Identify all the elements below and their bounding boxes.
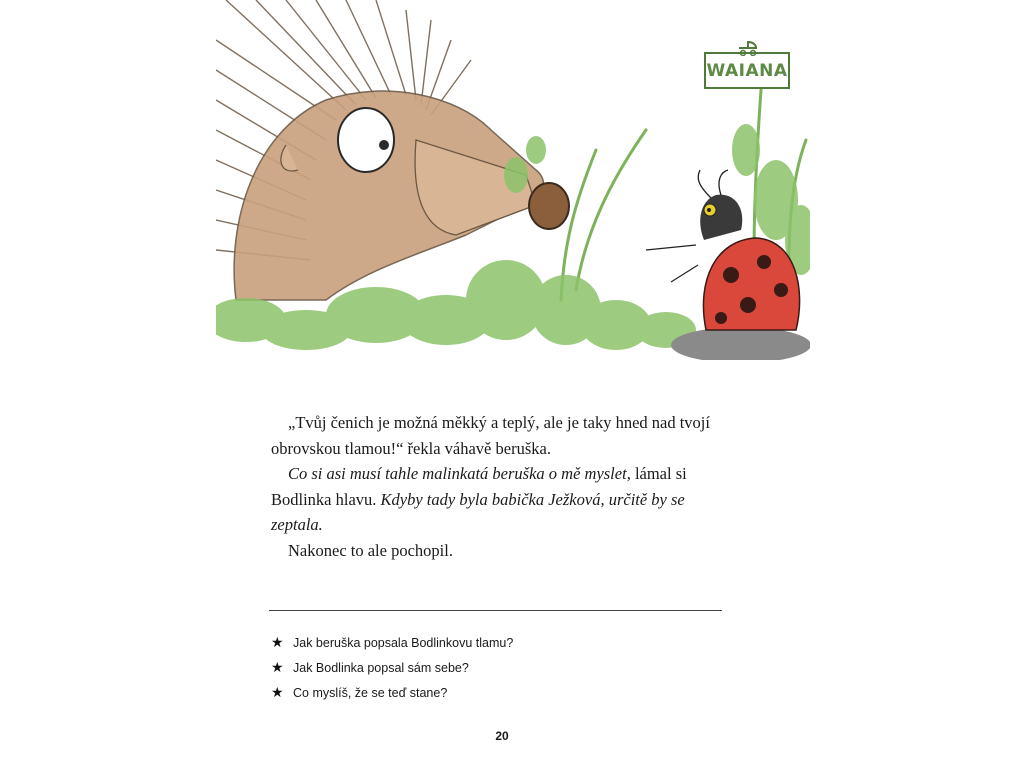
logo-text: WAIANA [706,60,788,81]
separator-line [269,610,722,611]
hedgehog-nose [529,183,569,229]
question-text: Jak Bodlinka popsal sám sebe? [293,660,469,675]
story-text [271,410,723,563]
paragraph-2-italic-2: Kdyby tady byla babička Ježková, určitě by se zeptala. [271,489,685,534]
page-number: 20 [495,729,509,743]
question-item [271,630,723,655]
question-text: Co myslíš, že se teď stane? [293,685,448,700]
hedgehog-eye [338,108,394,172]
question-item [271,655,723,680]
paragraph-1: „Tvůj čenich je možná měkký a teplý, ale je taky hned nad tvojí obrovskou tlamou!“ řekla váhavě beruška. [271,413,710,458]
question-list [271,630,723,705]
question-item [271,680,723,705]
stroller-icon [736,40,760,56]
paragraph-2-italic-1: Co si asi musí tahle malinkatá beruška o mě myslet [288,464,627,483]
hedgehog-pupil [379,140,389,150]
publisher-logo [704,52,790,89]
star-icon: ★ [271,684,284,700]
paragraph-3: Nakonec to ale pochopil. [288,540,453,560]
question-text: Jak beruška popsala Bodlinkovu tlamu? [293,635,514,650]
star-icon: ★ [271,659,284,675]
paragraph-2-normal: , lámal si Bodlinka hlavu. [271,464,687,509]
star-icon: ★ [271,634,284,650]
paragraph-2 [271,461,723,538]
